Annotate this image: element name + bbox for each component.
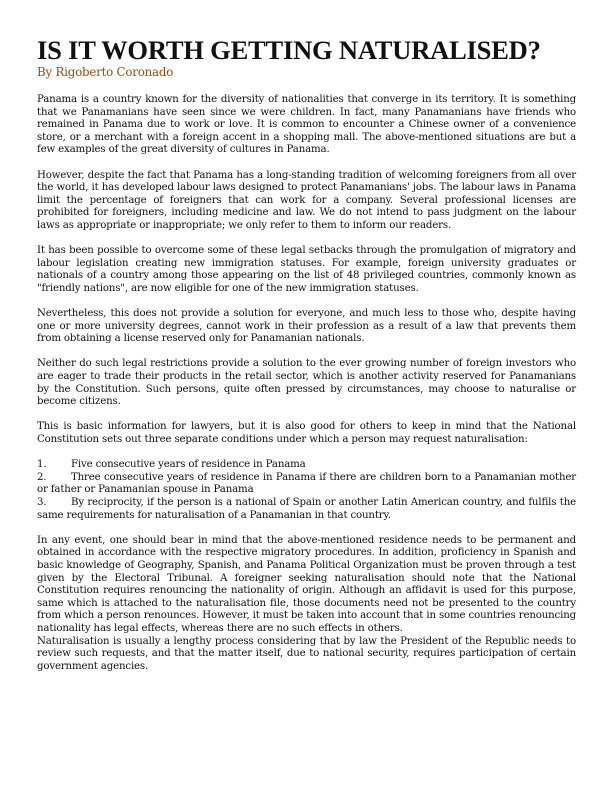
document-page [37, 36, 576, 686]
list-number: 2. [37, 471, 47, 483]
article-title: IS IT WORTH GETTING NATURALISED? [37, 35, 541, 65]
paragraph-process: Naturalisation is usually a lengthy process considering that by law the President of the Republic needs to review such requests, and that the matter itself, due to national security, requires participation of certain government agencies. [37, 635, 576, 672]
list-item [37, 472, 576, 497]
paragraph-nevertheless: Nevertheless, this does not provide a solution for everyone, and much less to those who, despite having one or more university degrees, cannot work in their profession as a result of a law that prevents them from obtaining a license reserved only for Panamanian nationals. [37, 308, 576, 345]
list-number: 3. [37, 497, 47, 508]
list-text: Five consecutive years of residence in Panama [71, 459, 306, 471]
list-item [37, 497, 576, 522]
paragraph-immigration-statuses: It has been possible to overcome some of these legal setbacks through the promulgation of migratory and labour legislation creating new immigration statuses. For example, foreign university graduates or nationals of a country among those appearing on the list of 48 privileged countries, commonly known as "friendly nations", are now eligible for one of the new immigration statuses. [37, 245, 576, 294]
list-text: Three consecutive years of residence in Panama if there are children born to a Panamanian mother or father or Panamanian spouse in Panama [37, 471, 576, 496]
list-item [37, 459, 576, 472]
author-byline: By Rigoberto Coronado [37, 65, 174, 79]
paragraph-labour-laws: However, despite the fact that Panama has a long-standing tradition of welcoming foreigners from all over the world, it has developed labour laws designed to protect Panamanians' jobs. The labour laws in Panama limit the percentage of foreigners that can work for a company. Several professional licenses are prohibited for foreigners, including medicine and law. We do not intend to pass judgment on the labour laws as appropriate or inappropriate; we only refer to them to inform our readers. [37, 169, 576, 231]
list-number: 1. [37, 459, 47, 471]
list-text: By reciprocity, if the person is a national of Spain or another Latin American country, and fulfils the same requirements for naturalisation of a Panamanian in that country. [37, 497, 576, 521]
naturalisation-conditions-list [37, 459, 576, 522]
paragraph-requirements: In any event, one should bear in mind that the above-mentioned residence needs to be permanent and obtained in accordance with the respective migratory procedures. In addition, proficiency in Spanish and basic knowledge of Geography, Spanish, and Panama Political Organization must be proven through a test given by the Electoral Tribunal. A foreigner seeking naturalisation should note that the National Constitution requires renouncing the nationality of origin. Although an affidavit is used for this purpose, same which is attached to the naturalisation file, those documents need not be presented to the country from which a person renounces. However, it must be taken into account that in some countries renouncing nationality has legal effects, whereas there are no such effects in others. [37, 534, 576, 634]
paragraph-conditions-intro: This is basic information for lawyers, but it is also good for others to keep in mind that the National Constitution sets out three separate conditions under which a person may request naturalisation: [37, 421, 576, 446]
paragraph-investors: Neither do such legal restrictions provide a solution to the ever growing number of foreign investors who are eager to trade their products in the retail sector, which is another activity reserved for Panamanians by the Constitution. Such persons, quite often pressed by circumstances, may choose to naturalise or become citizens. [37, 358, 576, 408]
paragraph-intro: Panama is a country known for the diversity of nationalities that converge in its territory. It is something that we Panamanians have seen since we were children. In fact, many Panamanians have friends who remained in Panama due to work or love. It is common to encounter a Chinese owner of a convenience store, or a merchant with a foreign accent in a shopping mall. The above-mentioned situations are but a few examples of the great diversity of cultures in Panama. [37, 94, 576, 156]
